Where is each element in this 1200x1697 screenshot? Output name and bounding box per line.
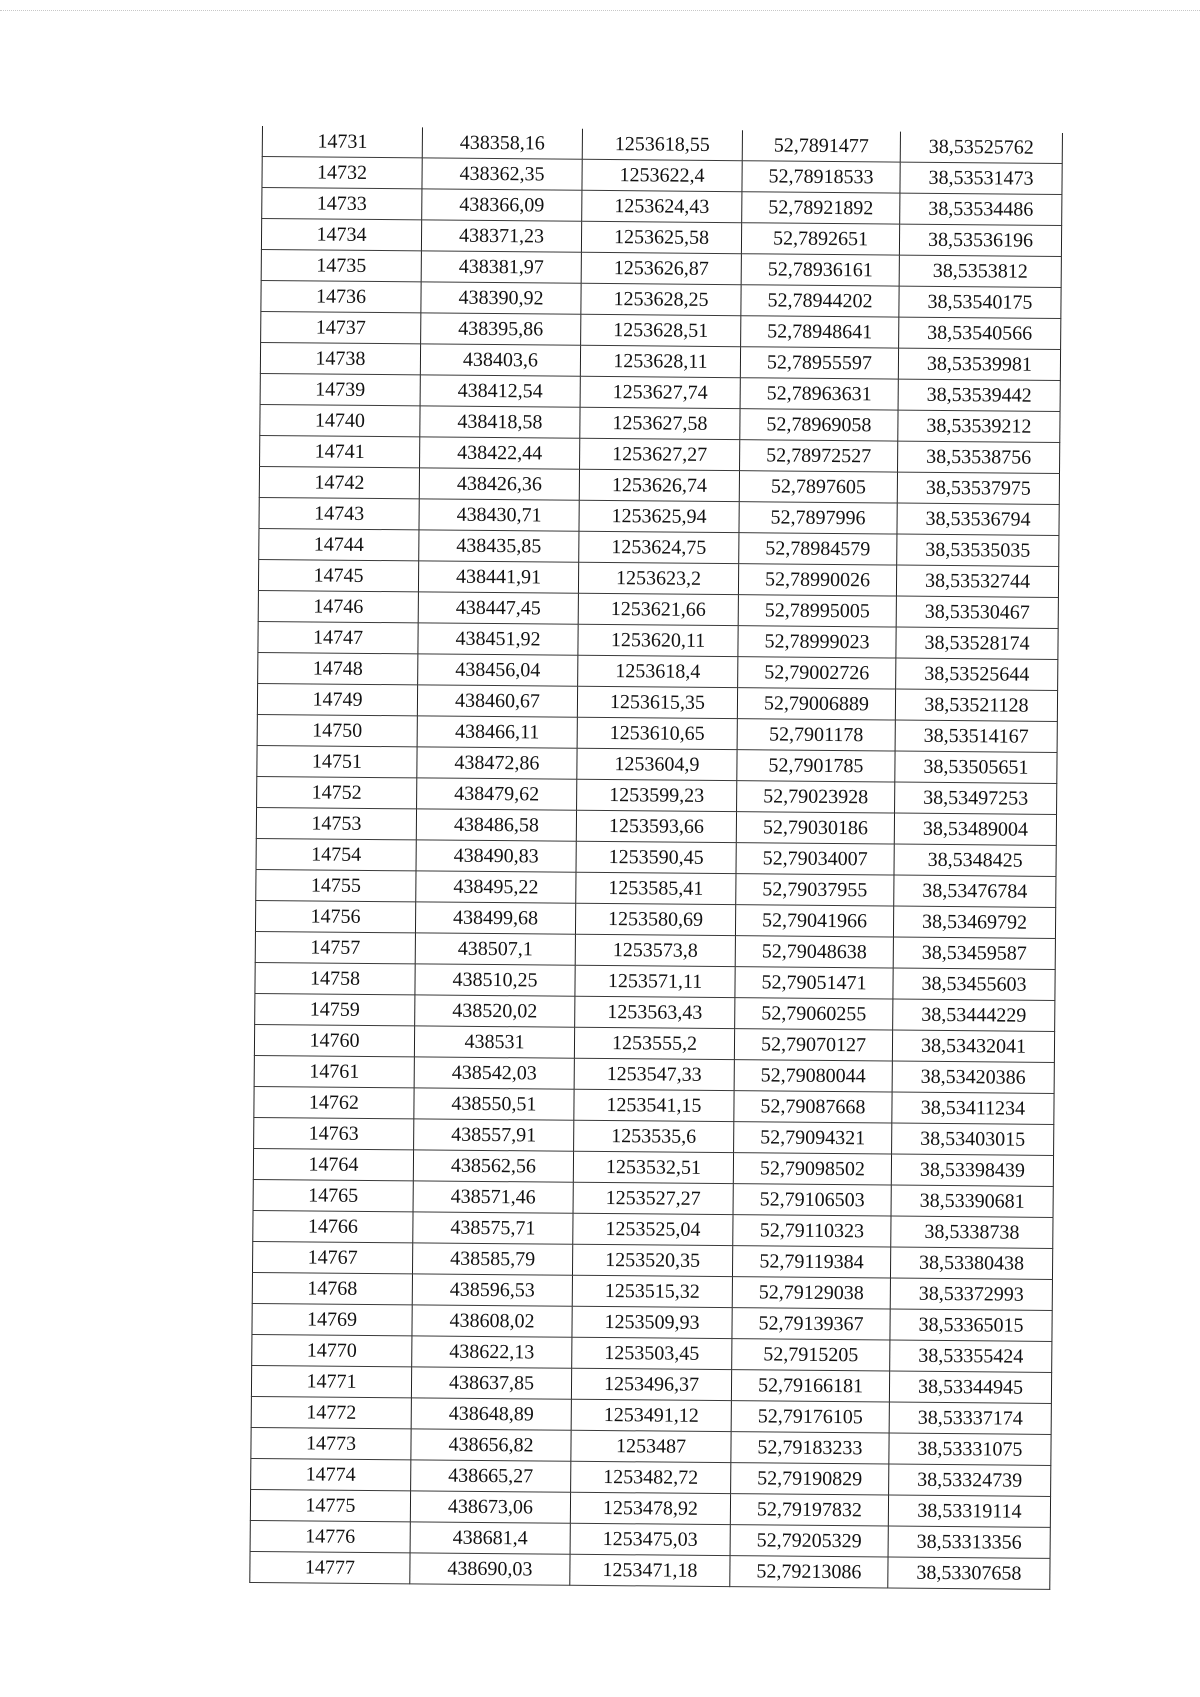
point-number-cell: 14769 bbox=[252, 1303, 412, 1335]
point-number-cell: 14743 bbox=[259, 497, 419, 529]
x-coordinate-cell: 438430,71 bbox=[419, 499, 579, 531]
longitude-cell: 38,5353812 bbox=[899, 255, 1061, 287]
latitude-cell: 52,79048638 bbox=[735, 936, 893, 968]
point-number-cell: 14758 bbox=[255, 962, 415, 994]
y-coordinate-cell: 1253532,51 bbox=[573, 1151, 733, 1183]
latitude-cell: 52,79098502 bbox=[733, 1153, 891, 1185]
latitude-cell: 52,78921892 bbox=[742, 192, 900, 224]
longitude-cell: 38,53536794 bbox=[897, 503, 1059, 535]
latitude-cell: 52,78984579 bbox=[739, 533, 897, 565]
y-coordinate-cell: 1253628,51 bbox=[581, 314, 741, 346]
longitude-cell: 38,53497253 bbox=[895, 782, 1057, 814]
longitude-cell: 38,53531473 bbox=[900, 162, 1062, 194]
scan-top-edge-line bbox=[0, 10, 1200, 11]
longitude-cell: 38,53355424 bbox=[890, 1340, 1052, 1372]
x-coordinate-cell: 438656,82 bbox=[411, 1429, 571, 1461]
x-coordinate-cell: 438403,6 bbox=[420, 344, 580, 376]
x-coordinate-cell: 438665,27 bbox=[411, 1460, 571, 1492]
longitude-cell: 38,53398439 bbox=[891, 1154, 1053, 1186]
longitude-cell: 38,53539212 bbox=[898, 410, 1060, 442]
longitude-cell: 38,53444229 bbox=[893, 999, 1055, 1031]
x-coordinate-cell: 438422,44 bbox=[420, 437, 580, 469]
latitude-cell: 52,79051471 bbox=[735, 967, 893, 999]
latitude-cell: 52,7897605 bbox=[739, 471, 897, 503]
point-number-cell: 14764 bbox=[253, 1148, 413, 1180]
x-coordinate-cell: 438648,89 bbox=[411, 1398, 571, 1430]
latitude-cell: 52,79110323 bbox=[733, 1215, 891, 1247]
x-coordinate-cell: 438456,04 bbox=[418, 654, 578, 686]
y-coordinate-cell: 1253478,92 bbox=[570, 1492, 730, 1524]
latitude-cell: 52,79213086 bbox=[730, 1556, 888, 1588]
longitude-cell: 38,53539981 bbox=[898, 348, 1060, 380]
x-coordinate-cell: 438510,25 bbox=[415, 964, 575, 996]
longitude-cell: 38,53403015 bbox=[892, 1123, 1054, 1155]
longitude-cell: 38,53505651 bbox=[895, 751, 1057, 783]
y-coordinate-cell: 1253520,35 bbox=[572, 1244, 732, 1276]
y-coordinate-cell: 1253625,94 bbox=[579, 500, 739, 532]
point-number-cell: 14736 bbox=[261, 280, 421, 312]
longitude-cell: 38,53539442 bbox=[898, 379, 1060, 411]
y-coordinate-cell: 1253482,72 bbox=[571, 1461, 731, 1493]
longitude-cell: 38,53476784 bbox=[894, 875, 1056, 907]
longitude-cell: 38,53380438 bbox=[890, 1247, 1052, 1279]
latitude-cell: 52,7901178 bbox=[737, 719, 895, 751]
y-coordinate-cell: 1253515,32 bbox=[572, 1275, 732, 1307]
point-number-cell: 14739 bbox=[260, 373, 420, 405]
y-coordinate-cell: 1253624,43 bbox=[582, 190, 742, 222]
y-coordinate-cell: 1253620,11 bbox=[578, 624, 738, 656]
latitude-cell: 52,78969058 bbox=[740, 409, 898, 441]
point-number-cell: 14765 bbox=[253, 1179, 413, 1211]
point-number-cell: 14776 bbox=[250, 1520, 410, 1552]
x-coordinate-cell: 438426,36 bbox=[419, 468, 579, 500]
latitude-cell: 52,78990026 bbox=[738, 564, 896, 596]
latitude-cell: 52,79041966 bbox=[735, 905, 893, 937]
y-coordinate-cell: 1253622,4 bbox=[582, 159, 742, 191]
x-coordinate-cell: 438690,03 bbox=[410, 1553, 570, 1585]
point-number-cell: 14767 bbox=[252, 1241, 412, 1273]
coordinates-table bbox=[249, 126, 1063, 1590]
point-number-cell: 14773 bbox=[251, 1427, 411, 1459]
x-coordinate-cell: 438531 bbox=[414, 1026, 574, 1058]
y-coordinate-cell: 1253625,58 bbox=[581, 221, 741, 253]
longitude-cell: 38,53319114 bbox=[888, 1495, 1050, 1527]
x-coordinate-cell: 438435,85 bbox=[419, 530, 579, 562]
longitude-cell: 38,53538756 bbox=[898, 441, 1060, 473]
y-coordinate-cell: 1253535,6 bbox=[574, 1120, 734, 1152]
y-coordinate-cell: 1253580,69 bbox=[575, 903, 735, 935]
x-coordinate-cell: 438608,02 bbox=[412, 1305, 572, 1337]
longitude-cell: 38,53432041 bbox=[892, 1030, 1054, 1062]
latitude-cell: 52,79166181 bbox=[731, 1370, 889, 1402]
point-number-cell: 14749 bbox=[257, 683, 417, 715]
latitude-cell: 52,79119384 bbox=[732, 1246, 890, 1278]
y-coordinate-cell: 1253593,66 bbox=[576, 810, 736, 842]
y-coordinate-cell: 1253525,04 bbox=[573, 1213, 733, 1245]
y-coordinate-cell: 1253615,35 bbox=[577, 686, 737, 718]
y-coordinate-cell: 1253547,33 bbox=[574, 1058, 734, 1090]
latitude-cell: 52,7892651 bbox=[741, 223, 899, 255]
latitude-cell: 52,7915205 bbox=[732, 1339, 890, 1371]
point-number-cell: 14732 bbox=[262, 157, 422, 189]
longitude-cell: 38,53540175 bbox=[899, 286, 1061, 318]
latitude-cell: 52,79002726 bbox=[738, 657, 896, 689]
table-row bbox=[250, 1551, 1050, 1589]
longitude-cell: 38,5348425 bbox=[894, 844, 1056, 876]
latitude-cell: 52,78963631 bbox=[740, 378, 898, 410]
latitude-cell: 52,79190829 bbox=[731, 1463, 889, 1495]
point-number-cell: 14731 bbox=[262, 126, 422, 158]
point-number-cell: 14746 bbox=[258, 590, 418, 622]
point-number-cell: 14750 bbox=[257, 714, 417, 746]
point-number-cell: 14747 bbox=[258, 621, 418, 653]
point-number-cell: 14742 bbox=[259, 466, 419, 498]
y-coordinate-cell: 1253496,37 bbox=[571, 1368, 731, 1400]
y-coordinate-cell: 1253563,43 bbox=[575, 996, 735, 1028]
y-coordinate-cell: 1253618,55 bbox=[582, 129, 742, 161]
x-coordinate-cell: 438466,11 bbox=[417, 716, 577, 748]
x-coordinate-cell: 438673,06 bbox=[410, 1491, 570, 1523]
y-coordinate-cell: 1253571,11 bbox=[575, 965, 735, 997]
coordinates-table-body bbox=[250, 126, 1063, 1589]
x-coordinate-cell: 438412,54 bbox=[420, 375, 580, 407]
point-number-cell: 14741 bbox=[260, 435, 420, 467]
latitude-cell: 52,79034007 bbox=[736, 843, 894, 875]
y-coordinate-cell: 1253618,4 bbox=[578, 655, 738, 687]
longitude-cell: 38,53534486 bbox=[900, 193, 1062, 225]
latitude-cell: 52,79037955 bbox=[736, 874, 894, 906]
point-number-cell: 14768 bbox=[252, 1272, 412, 1304]
y-coordinate-cell: 1253585,41 bbox=[576, 872, 736, 904]
y-coordinate-cell: 1253487 bbox=[571, 1430, 731, 1462]
y-coordinate-cell: 1253627,27 bbox=[580, 438, 740, 470]
point-number-cell: 14777 bbox=[250, 1551, 410, 1583]
x-coordinate-cell: 438371,23 bbox=[421, 220, 581, 252]
point-number-cell: 14733 bbox=[262, 188, 422, 220]
longitude-cell: 38,53514167 bbox=[895, 720, 1057, 752]
latitude-cell: 52,79183233 bbox=[731, 1432, 889, 1464]
longitude-cell: 38,53525762 bbox=[900, 132, 1062, 164]
latitude-cell: 52,79087668 bbox=[734, 1091, 892, 1123]
y-coordinate-cell: 1253610,65 bbox=[577, 717, 737, 749]
point-number-cell: 14760 bbox=[254, 1024, 414, 1056]
latitude-cell: 52,78936161 bbox=[741, 254, 899, 286]
longitude-cell: 38,5338738 bbox=[891, 1216, 1053, 1248]
y-coordinate-cell: 1253626,87 bbox=[581, 252, 741, 284]
y-coordinate-cell: 1253527,27 bbox=[573, 1182, 733, 1214]
point-number-cell: 14752 bbox=[257, 776, 417, 808]
point-number-cell: 14748 bbox=[258, 652, 418, 684]
y-coordinate-cell: 1253628,25 bbox=[581, 283, 741, 315]
point-number-cell: 14766 bbox=[253, 1210, 413, 1242]
longitude-cell: 38,53313356 bbox=[888, 1526, 1050, 1558]
longitude-cell: 38,53530467 bbox=[896, 596, 1058, 628]
x-coordinate-cell: 438479,62 bbox=[417, 778, 577, 810]
point-number-cell: 14759 bbox=[255, 993, 415, 1025]
longitude-cell: 38,53536196 bbox=[899, 224, 1061, 256]
latitude-cell: 52,78995005 bbox=[738, 595, 896, 627]
latitude-cell: 52,78948641 bbox=[741, 316, 899, 348]
latitude-cell: 52,79129038 bbox=[732, 1277, 890, 1309]
point-number-cell: 14751 bbox=[257, 745, 417, 777]
longitude-cell: 38,53307658 bbox=[888, 1557, 1050, 1589]
y-coordinate-cell: 1253491,12 bbox=[571, 1399, 731, 1431]
y-coordinate-cell: 1253624,75 bbox=[579, 531, 739, 563]
y-coordinate-cell: 1253555,2 bbox=[574, 1027, 734, 1059]
latitude-cell: 52,79030186 bbox=[736, 812, 894, 844]
longitude-cell: 38,53337174 bbox=[889, 1402, 1051, 1434]
point-number-cell: 14771 bbox=[251, 1365, 411, 1397]
latitude-cell: 52,79060255 bbox=[735, 998, 893, 1030]
longitude-cell: 38,53420386 bbox=[892, 1061, 1054, 1093]
x-coordinate-cell: 438499,68 bbox=[415, 902, 575, 934]
longitude-cell: 38,53532744 bbox=[896, 565, 1058, 597]
y-coordinate-cell: 1253599,23 bbox=[577, 779, 737, 811]
y-coordinate-cell: 1253541,15 bbox=[574, 1089, 734, 1121]
x-coordinate-cell: 438571,46 bbox=[413, 1181, 573, 1213]
latitude-cell: 52,79139367 bbox=[732, 1308, 890, 1340]
x-coordinate-cell: 438507,1 bbox=[415, 933, 575, 965]
point-number-cell: 14735 bbox=[261, 249, 421, 281]
y-coordinate-cell: 1253628,11 bbox=[580, 345, 740, 377]
x-coordinate-cell: 438366,09 bbox=[422, 189, 582, 221]
longitude-cell: 38,53521128 bbox=[895, 689, 1057, 721]
x-coordinate-cell: 438550,51 bbox=[414, 1088, 574, 1120]
latitude-cell: 52,79094321 bbox=[734, 1122, 892, 1154]
latitude-cell: 52,7901785 bbox=[737, 750, 895, 782]
x-coordinate-cell: 438490,83 bbox=[416, 840, 576, 872]
latitude-cell: 52,79070127 bbox=[734, 1029, 892, 1061]
x-coordinate-cell: 438622,13 bbox=[412, 1336, 572, 1368]
x-coordinate-cell: 438585,79 bbox=[412, 1243, 572, 1275]
x-coordinate-cell: 438562,56 bbox=[413, 1150, 573, 1182]
y-coordinate-cell: 1253509,93 bbox=[572, 1306, 732, 1338]
latitude-cell: 52,78999023 bbox=[738, 626, 896, 658]
x-coordinate-cell: 438472,86 bbox=[417, 747, 577, 779]
latitude-cell: 52,79006889 bbox=[737, 688, 895, 720]
latitude-cell: 52,79023928 bbox=[737, 781, 895, 813]
x-coordinate-cell: 438441,91 bbox=[418, 561, 578, 593]
longitude-cell: 38,53372993 bbox=[890, 1278, 1052, 1310]
x-coordinate-cell: 438358,16 bbox=[422, 127, 582, 159]
x-coordinate-cell: 438486,58 bbox=[416, 809, 576, 841]
x-coordinate-cell: 438447,45 bbox=[418, 592, 578, 624]
y-coordinate-cell: 1253621,66 bbox=[578, 593, 738, 625]
x-coordinate-cell: 438637,85 bbox=[411, 1367, 571, 1399]
latitude-cell: 52,79176105 bbox=[731, 1401, 889, 1433]
x-coordinate-cell: 438557,91 bbox=[414, 1119, 574, 1151]
longitude-cell: 38,53411234 bbox=[892, 1092, 1054, 1124]
point-number-cell: 14740 bbox=[260, 404, 420, 436]
longitude-cell: 38,53525644 bbox=[896, 658, 1058, 690]
y-coordinate-cell: 1253573,8 bbox=[575, 934, 735, 966]
point-number-cell: 14738 bbox=[260, 342, 420, 374]
latitude-cell: 52,7891477 bbox=[742, 130, 900, 162]
latitude-cell: 52,79197832 bbox=[730, 1494, 888, 1526]
y-coordinate-cell: 1253626,74 bbox=[579, 469, 739, 501]
latitude-cell: 52,7897996 bbox=[739, 502, 897, 534]
longitude-cell: 38,53365015 bbox=[890, 1309, 1052, 1341]
x-coordinate-cell: 438681,4 bbox=[410, 1522, 570, 1554]
latitude-cell: 52,79205329 bbox=[730, 1525, 888, 1557]
longitude-cell: 38,53540566 bbox=[899, 317, 1061, 349]
y-coordinate-cell: 1253471,18 bbox=[570, 1554, 730, 1586]
x-coordinate-cell: 438460,67 bbox=[417, 685, 577, 717]
longitude-cell: 38,53537975 bbox=[897, 472, 1059, 504]
longitude-cell: 38,53528174 bbox=[896, 627, 1058, 659]
point-number-cell: 14734 bbox=[261, 219, 421, 251]
x-coordinate-cell: 438362,35 bbox=[422, 158, 582, 190]
point-number-cell: 14772 bbox=[251, 1396, 411, 1428]
y-coordinate-cell: 1253475,03 bbox=[570, 1523, 730, 1555]
x-coordinate-cell: 438451,92 bbox=[418, 623, 578, 655]
y-coordinate-cell: 1253604,9 bbox=[577, 748, 737, 780]
point-number-cell: 14745 bbox=[258, 559, 418, 591]
point-number-cell: 14762 bbox=[254, 1086, 414, 1118]
y-coordinate-cell: 1253623,2 bbox=[578, 562, 738, 594]
point-number-cell: 14755 bbox=[256, 869, 416, 901]
x-coordinate-cell: 438418,58 bbox=[420, 406, 580, 438]
latitude-cell: 52,78944202 bbox=[741, 285, 899, 317]
point-number-cell: 14761 bbox=[254, 1055, 414, 1087]
longitude-cell: 38,53469792 bbox=[893, 906, 1055, 938]
longitude-cell: 38,53535035 bbox=[897, 534, 1059, 566]
x-coordinate-cell: 438520,02 bbox=[415, 995, 575, 1027]
latitude-cell: 52,78918533 bbox=[742, 161, 900, 193]
latitude-cell: 52,79106503 bbox=[733, 1184, 891, 1216]
y-coordinate-cell: 1253503,45 bbox=[572, 1337, 732, 1369]
y-coordinate-cell: 1253627,74 bbox=[580, 376, 740, 408]
x-coordinate-cell: 438495,22 bbox=[416, 871, 576, 903]
x-coordinate-cell: 438542,03 bbox=[414, 1057, 574, 1089]
longitude-cell: 38,53489004 bbox=[894, 813, 1056, 845]
x-coordinate-cell: 438390,92 bbox=[421, 282, 581, 314]
point-number-cell: 14753 bbox=[256, 807, 416, 839]
point-number-cell: 14774 bbox=[251, 1458, 411, 1490]
point-number-cell: 14754 bbox=[256, 838, 416, 870]
x-coordinate-cell: 438575,71 bbox=[413, 1212, 573, 1244]
y-coordinate-cell: 1253627,58 bbox=[580, 407, 740, 439]
longitude-cell: 38,53331075 bbox=[889, 1433, 1051, 1465]
longitude-cell: 38,53455603 bbox=[893, 968, 1055, 1000]
longitude-cell: 38,53459587 bbox=[893, 937, 1055, 969]
point-number-cell: 14763 bbox=[254, 1117, 414, 1149]
point-number-cell: 14770 bbox=[252, 1334, 412, 1366]
latitude-cell: 52,79080044 bbox=[734, 1060, 892, 1092]
y-coordinate-cell: 1253590,45 bbox=[576, 841, 736, 873]
point-number-cell: 14757 bbox=[255, 931, 415, 963]
x-coordinate-cell: 438381,97 bbox=[421, 251, 581, 283]
point-number-cell: 14775 bbox=[250, 1489, 410, 1521]
longitude-cell: 38,53390681 bbox=[891, 1185, 1053, 1217]
x-coordinate-cell: 438395,86 bbox=[421, 313, 581, 345]
x-coordinate-cell: 438596,53 bbox=[412, 1274, 572, 1306]
point-number-cell: 14744 bbox=[259, 528, 419, 560]
point-number-cell: 14756 bbox=[255, 900, 415, 932]
latitude-cell: 52,78972527 bbox=[740, 440, 898, 472]
longitude-cell: 38,53324739 bbox=[889, 1464, 1051, 1496]
latitude-cell: 52,78955597 bbox=[740, 347, 898, 379]
point-number-cell: 14737 bbox=[261, 311, 421, 343]
longitude-cell: 38,53344945 bbox=[889, 1371, 1051, 1403]
